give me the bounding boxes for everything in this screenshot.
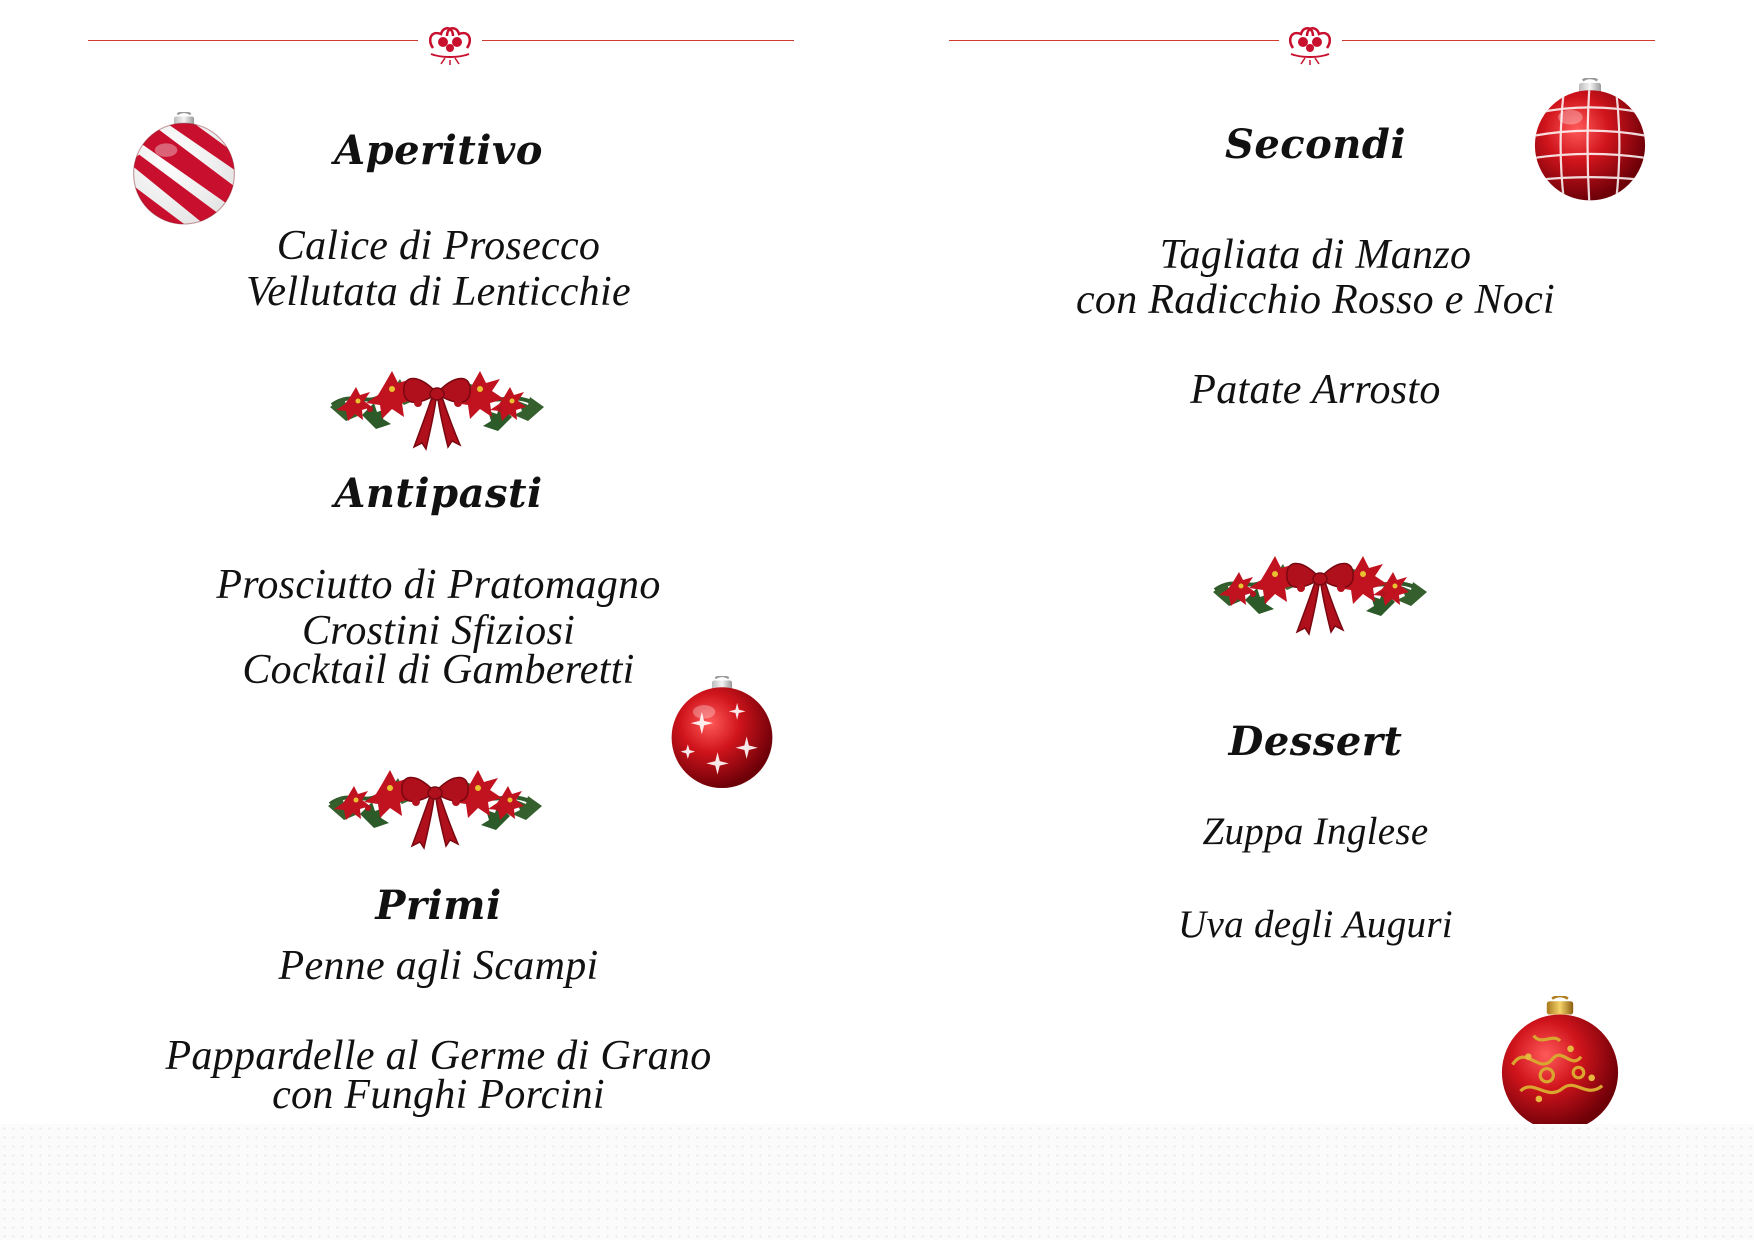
section-title-aperitivo: Aperitivo	[334, 127, 543, 174]
poinsettia-garland-icon	[320, 744, 550, 854]
poinsettia-garland-icon	[1205, 530, 1435, 640]
menu-item: Patate Arrosto	[1190, 367, 1441, 413]
menu-item: Prosciutto di Pratomagno	[216, 562, 661, 608]
menu-item: con Funghi Porcini	[272, 1072, 605, 1118]
left-page	[0, 0, 877, 1124]
header-rule-left	[88, 40, 418, 41]
section-title-primi: Primi	[375, 882, 502, 929]
poinsettia-garland-icon	[322, 345, 552, 455]
section-title-dessert: Dessert	[1228, 718, 1403, 765]
menu-item: con Radicchio Rosso e Noci	[1075, 277, 1556, 323]
menu-item: Cocktail di Gamberetti	[242, 647, 635, 693]
section-title-antipasti: Antipasti	[334, 470, 543, 517]
right-page	[877, 0, 1754, 1124]
gold-filigree-bauble-icon	[1494, 996, 1626, 1128]
menu-item: Tagliata di Manzo	[1159, 232, 1472, 278]
holly-berries-icon	[425, 18, 475, 66]
menu-item: Calice di Prosecco	[276, 223, 601, 269]
header-rule-right	[1342, 40, 1655, 41]
star-bauble-icon	[666, 676, 778, 806]
holly-berries-icon	[1285, 18, 1335, 66]
menu-item: Zuppa Inglese	[1202, 810, 1429, 853]
menu-item: Crostini Sfiziosi	[301, 608, 576, 654]
menu-item: Pappardelle al Germe di Grano	[165, 1033, 712, 1079]
menu-item: Penne agli Scampi	[278, 943, 599, 989]
section-title-secondi: Secondi	[1224, 121, 1407, 168]
menu-item: Vellutata di Lenticchie	[246, 269, 631, 315]
header-rule-right	[482, 40, 794, 41]
footer-band	[0, 1124, 1754, 1240]
menu-item: Uva degli Auguri	[1178, 903, 1453, 946]
header-rule-left	[949, 40, 1279, 41]
